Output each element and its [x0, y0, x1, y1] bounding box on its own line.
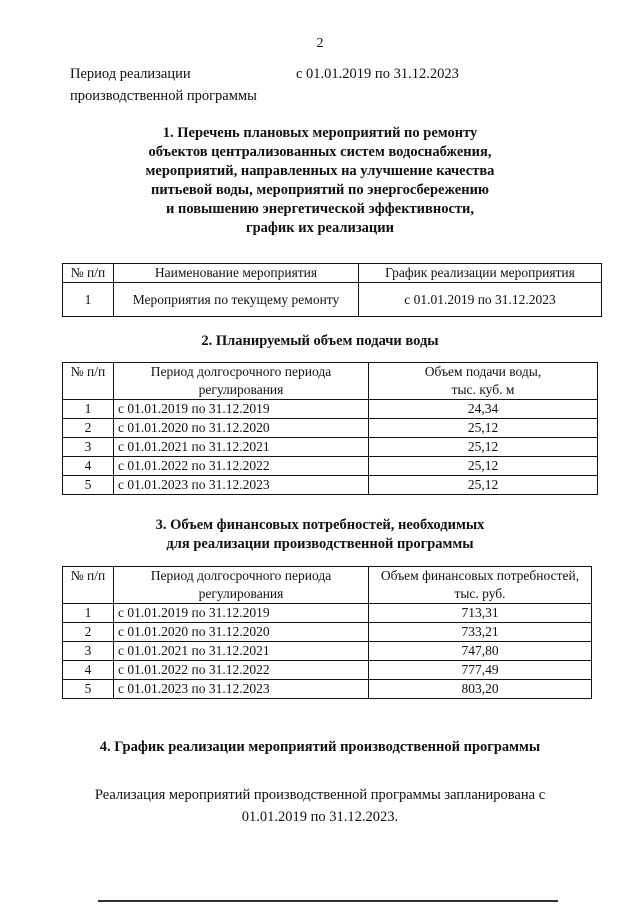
cell-number: 3	[63, 642, 114, 661]
cell-amount: 733,21	[369, 623, 592, 642]
col-header-number: № п/п	[63, 363, 114, 400]
section1-title-line: объектов централизованных систем водоснабжения,	[148, 144, 492, 160]
cell-volume: 25,12	[369, 476, 598, 495]
cell-number: 1	[63, 400, 114, 419]
col-header-finance-line1: Объем финансовых потребностей,	[380, 568, 580, 583]
col-header-finance	[369, 567, 592, 604]
cell-amount: 747,80	[369, 642, 592, 661]
cell-period: с 01.01.2021 по 31.12.2021	[114, 438, 369, 457]
col-header-schedule: График реализации мероприятия	[359, 264, 602, 283]
section1-title-line: мероприятий, направленных на улучшение качества	[145, 163, 495, 179]
closing-line2: 01.01.2019 по 31.12.2023.	[241, 809, 399, 825]
col-header-period-line2: регулирования	[198, 382, 284, 397]
period-label	[70, 63, 290, 107]
page-edge-line	[98, 900, 558, 902]
cell-schedule: с 01.01.2019 по 31.12.2023	[359, 283, 602, 317]
cell-number: 2	[63, 623, 114, 642]
cell-number: 5	[63, 476, 114, 495]
table-row	[63, 661, 592, 680]
cell-number: 5	[63, 680, 114, 699]
section1-title-line: питьевой воды, мероприятий по энергосбережению	[150, 182, 490, 198]
col-header-activity: Наименование мероприятия	[114, 264, 359, 283]
section1-title-line: 1. Перечень плановых мероприятий по ремонту	[162, 125, 478, 141]
cell-number: 3	[63, 438, 114, 457]
table-row	[63, 604, 592, 623]
cell-amount: 777,49	[369, 661, 592, 680]
cell-volume: 24,34	[369, 400, 598, 419]
closing-line1: Реализация мероприятий производственной программы запланирована с	[94, 787, 546, 803]
cell-number: 4	[63, 457, 114, 476]
period-value: с 01.01.2019 по 31.12.2023	[296, 66, 459, 82]
cell-volume: 25,12	[369, 457, 598, 476]
cell-period: с 01.01.2020 по 31.12.2020	[114, 623, 369, 642]
table-header-row	[63, 567, 592, 604]
table-row	[63, 680, 592, 699]
section1-title-line: график их реализации	[245, 220, 394, 236]
table-row	[63, 476, 598, 495]
section1-title	[0, 124, 640, 238]
col-header-period	[114, 567, 369, 604]
col-header-period-line1: Период долгосрочного периода	[150, 364, 332, 379]
col-header-period-line2: регулирования	[198, 586, 284, 601]
cell-amount: 803,20	[369, 680, 592, 699]
table-row	[63, 419, 598, 438]
cell-volume: 25,12	[369, 438, 598, 457]
col-header-volume-line2: тыс. куб. м	[451, 382, 515, 397]
col-header-number: № п/п	[63, 567, 114, 604]
cell-period: с 01.01.2022 по 31.12.2022	[114, 661, 369, 680]
cell-period: с 01.01.2020 по 31.12.2020	[114, 419, 369, 438]
page-number: 2	[316, 36, 324, 51]
cell-number: 1	[63, 283, 114, 317]
cell-period: с 01.01.2019 по 31.12.2019	[114, 604, 369, 623]
financial-needs-table	[62, 566, 592, 699]
table-row	[63, 457, 598, 476]
activities-table	[62, 263, 602, 317]
col-header-volume-line1: Объем подачи воды,	[424, 364, 542, 379]
section3-title-line1: 3. Объем финансовых потребностей, необходимых	[155, 517, 485, 533]
col-header-number: № п/п	[63, 264, 114, 283]
col-header-period-line1: Период долгосрочного периода	[150, 568, 332, 583]
col-header-period	[114, 363, 369, 400]
table-row	[63, 642, 592, 661]
cell-number: 2	[63, 419, 114, 438]
cell-period: с 01.01.2023 по 31.12.2023	[114, 476, 369, 495]
table-row	[63, 283, 602, 317]
water-volume-table	[62, 362, 598, 495]
cell-number: 1	[63, 604, 114, 623]
section3-title-line2: для реализации производственной программы	[166, 536, 474, 552]
col-header-finance-line2: тыс. руб.	[454, 586, 506, 601]
cell-activity: Мероприятия по текущему ремонту	[114, 283, 359, 317]
cell-period: с 01.01.2023 по 31.12.2023	[114, 680, 369, 699]
section1-title-line: и повышению энергетической эффективности,	[166, 201, 474, 217]
cell-amount: 713,31	[369, 604, 592, 623]
section3-title	[0, 516, 640, 554]
closing-paragraph	[0, 784, 640, 828]
section4-title: 4. График реализации мероприятий производственной программы	[99, 739, 541, 755]
cell-volume: 25,12	[369, 419, 598, 438]
section2-title: 2. Планируемый объем подачи воды	[201, 333, 439, 349]
table-row	[63, 438, 598, 457]
cell-period: с 01.01.2021 по 31.12.2021	[114, 642, 369, 661]
cell-period: с 01.01.2022 по 31.12.2022	[114, 457, 369, 476]
table-header-row	[63, 363, 598, 400]
table-row	[63, 400, 598, 419]
cell-period: с 01.01.2019 по 31.12.2019	[114, 400, 369, 419]
period-label-line2: производственной программы	[70, 88, 257, 104]
table-row	[63, 623, 592, 642]
period-label-line1: Период реализации	[70, 66, 191, 82]
table-header-row	[63, 264, 602, 283]
col-header-volume	[369, 363, 598, 400]
cell-number: 4	[63, 661, 114, 680]
